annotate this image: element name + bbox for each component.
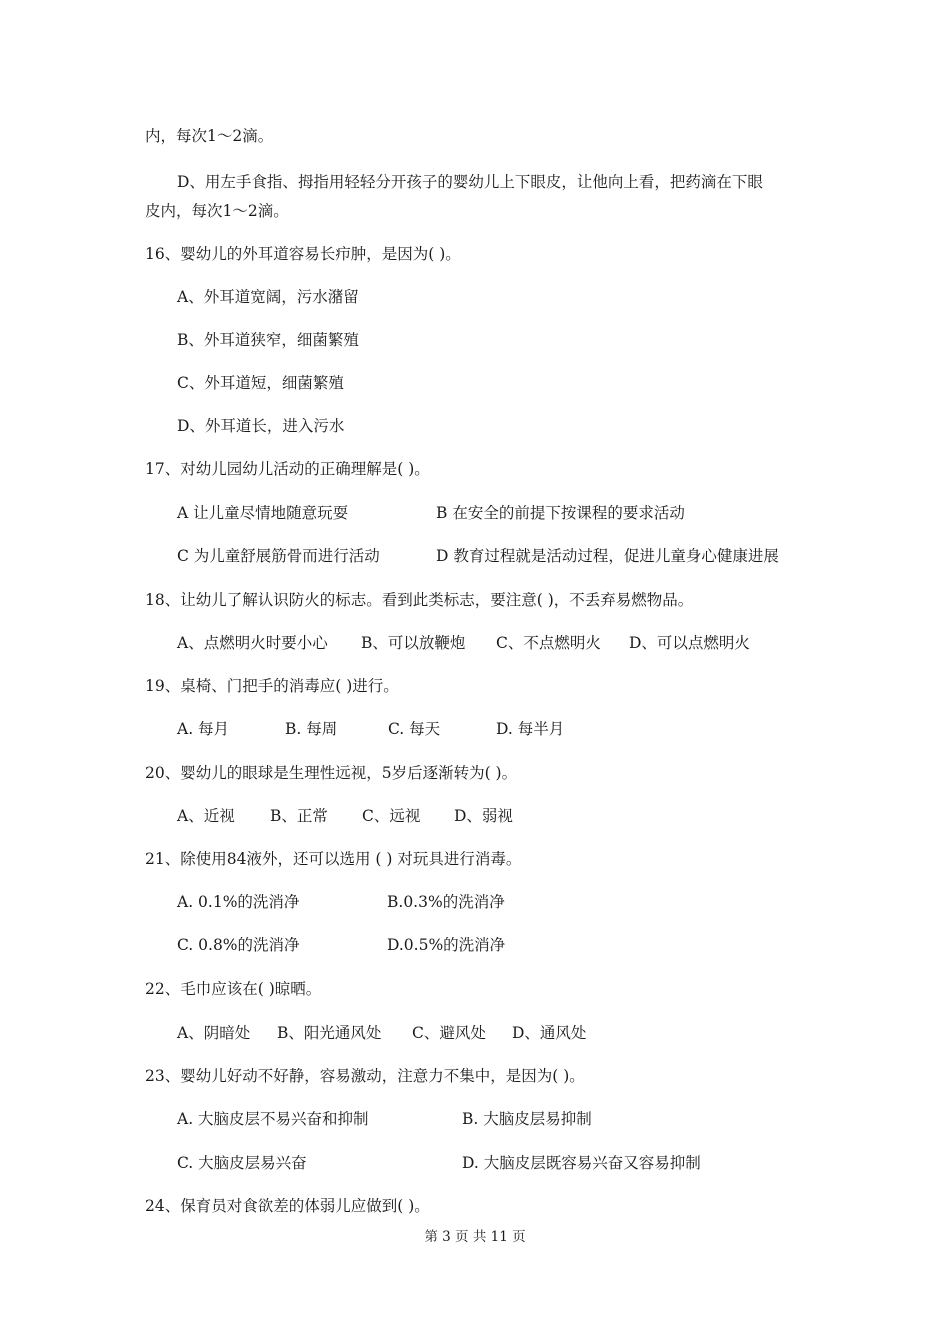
question-option: C、避风处 xyxy=(412,1024,486,1042)
question-option: A. 0.1%的洗消净 xyxy=(177,893,300,911)
question-option: A、阴暗处 xyxy=(177,1024,251,1042)
question-option: C. 每天 xyxy=(388,720,441,738)
question-stem: 22、毛巾应该在( )晾晒。 xyxy=(145,980,322,998)
question-option: C. 大脑皮层易兴奋 xyxy=(177,1154,307,1172)
question-option: B、阳光通风处 xyxy=(277,1024,382,1042)
text-line: D、用左手食指、拇指用轻轻分开孩子的婴幼儿上下眼皮，让他向上看，把药滴在下眼 xyxy=(177,173,763,191)
question-option: A、点燃明火时要小心 xyxy=(177,634,328,652)
question-option: D.0.5%的洗消净 xyxy=(387,936,506,954)
question-option: B. 每周 xyxy=(285,720,338,738)
question-option: B. 大脑皮层易抑制 xyxy=(462,1110,592,1128)
question-option: D. 大脑皮层既容易兴奋又容易抑制 xyxy=(462,1154,701,1172)
question-option: D、外耳道长，进入污水 xyxy=(177,417,345,435)
question-option: B、正常 xyxy=(270,807,328,825)
text-line: 内，每次1～2滴。 xyxy=(145,127,274,145)
question-option: B、外耳道狭窄，细菌繁殖 xyxy=(177,331,359,349)
question-stem: 24、保育员对食欲差的体弱儿应做到( )。 xyxy=(145,1197,430,1215)
question-stem: 21、除使用84液外，还可以选用 ( ) 对玩具进行消毒。 xyxy=(145,850,522,868)
text-line: 皮内，每次1～2滴。 xyxy=(145,202,289,220)
question-option: D、弱视 xyxy=(454,807,513,825)
question-stem: 17、对幼儿园幼儿活动的正确理解是( )。 xyxy=(145,460,430,478)
question-stem: 18、让幼儿了解认识防火的标志。看到此类标志，要注意( )，不丢弃易燃物品。 xyxy=(145,591,694,609)
page-footer: 第 3 页 共 11 页 xyxy=(424,1229,526,1245)
question-option: A、近视 xyxy=(177,807,235,825)
question-option: B.0.3%的洗消净 xyxy=(387,893,505,911)
question-option: A、外耳道宽阔，污水潴留 xyxy=(177,288,359,306)
question-option: C 为儿童舒展筋骨而进行活动 xyxy=(177,547,380,565)
question-option: A. 大脑皮层不易兴奋和抑制 xyxy=(177,1110,369,1128)
question-option: D、通风处 xyxy=(512,1024,587,1042)
question-stem: 19、桌椅、门把手的消毒应( )进行。 xyxy=(145,677,399,695)
question-option: A 让儿童尽情地随意玩耍 xyxy=(177,504,349,522)
question-option: B、可以放鞭炮 xyxy=(361,634,466,652)
question-option: B 在安全的前提下按课程的要求活动 xyxy=(436,504,685,522)
question-stem: 20、婴幼儿的眼球是生理性远视，5岁后逐渐转为( )。 xyxy=(145,764,518,782)
question-stem: 16、婴幼儿的外耳道容易长疖肿，是因为( )。 xyxy=(145,245,461,263)
question-option: C、远视 xyxy=(362,807,421,825)
question-option: A. 每月 xyxy=(177,720,230,738)
question-option: D. 每半月 xyxy=(496,720,565,738)
question-option: D、可以点燃明火 xyxy=(629,634,750,652)
question-option: D 教育过程就是活动过程，促进儿童身心健康进展 xyxy=(436,547,779,565)
question-option: C、不点燃明火 xyxy=(496,634,601,652)
question-option: C. 0.8%的洗消净 xyxy=(177,936,300,954)
question-stem: 23、婴幼儿好动不好静，容易激动，注意力不集中，是因为( )。 xyxy=(145,1067,585,1085)
question-option: C、外耳道短，细菌繁殖 xyxy=(177,374,344,392)
